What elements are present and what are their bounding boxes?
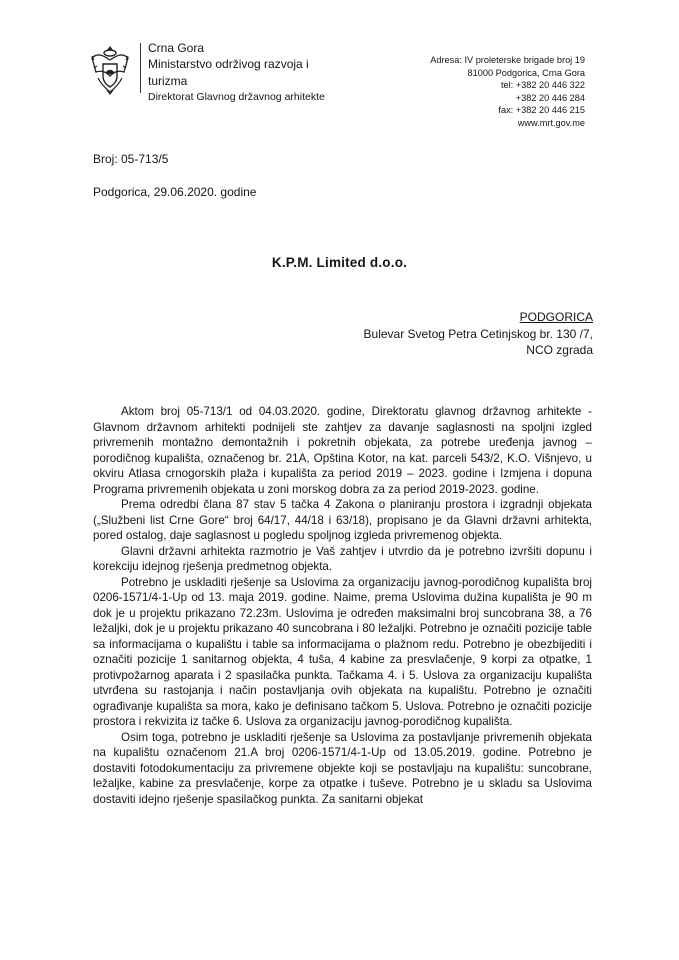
- recipient-address: [364, 309, 593, 359]
- place-date: Podgorica, 29.06.2020. godine: [93, 185, 257, 199]
- contact-fax: fax: +382 20 446 215: [498, 105, 585, 116]
- reference-number: Broj: 05-713/5: [93, 152, 169, 166]
- recipient-city: PODGORICA: [519, 310, 593, 324]
- reference-block: [93, 150, 256, 201]
- letter-body: [93, 404, 592, 807]
- contact-website: www.mrt.gov.me: [517, 117, 585, 128]
- recipient-street: Bulevar Svetog Petra Cetinjskog br. 130 /7,: [363, 326, 593, 341]
- country-name: Crna Gora: [148, 41, 205, 55]
- paragraph-temporary-objects: Osim toga, potrebno je uskladiti rješenje sa Uslovima za postavljanje privremenih objekata na kupalištu označenom 21.A broj 0206-1571/4-1-Up od 13.05.2019. godine. Potrebno je dostaviti fotodokumentaciju za privremene objekte koji se postavljaju na kupalištu: suncobrane, ležaljke, kabine za presvlačenje, korpe za otpatke i tuševe. Potrebno je u skladu sa Uslovima dostaviti idejno rješenje spasilačkog punkta. Za sanitarni objekat: [93, 730, 592, 806]
- coat-of-arms-icon: [88, 44, 132, 96]
- contact-tel-2: +382 20 446 284: [515, 92, 585, 103]
- contact-tel-1: tel: +382 20 446 322: [500, 80, 585, 91]
- directorate-name: Direktorat Glavnog državnog arhitekte: [148, 91, 325, 103]
- paragraph-legal-basis: Prema odredbi člana 87 stav 5 tačka 4 Zakona o planiranju prostora i izgradnji objekata („Službeni list Crne Gore“ broj 64/17, 44/18 i 63/18), propisano je da Glavni državni arhitekta, pored ostalog, daje saglasnost u pogledu spoljnog izgleda privremenog objekta.: [93, 498, 592, 542]
- header-divider: [140, 43, 141, 93]
- recipient-building: NCO zgrada: [526, 343, 593, 357]
- contact-postal: 81000 Podgorica, Crna Gora: [467, 67, 585, 78]
- paragraph-bathing-conditions: Potrebno je uskladiti rješenje sa Uslovima za organizaciju javnog-porodičnog kupališta broj 0206-1571/4-1-Up od 13. maja 2019. godine. Naime, prema Uslovima dužina kupališta je 90 m dok je u projektu prikazano 72.23m. Uslovima je određen maksimalni broj suncobrana 38, a 76 ležaljki, dok je u projektu prikazano 40 suncobrana i 80 ležaljki. Potrebno je označiti pozicije table sa informacijama o kupalištu i table sa informacijama o plažnom redu. Potrebno je obezbijediti i označiti pozicije 1 sanitarnog objekta, 4 tuša, 4 kabine za presvlačenje, 9 korpi za otpatke, 1 protivpožarnog aparata i 2 spasilačka punkta. Tačkama 4. i 5. Uslova za organizaciju kupališta utvrđena su rastojanja i način postavljanja ovih objekata na kupalištu. Potrebno je označiti ograđivanje kupališta sa mora, kako je definisano tačkom 5. Uslova. Potrebno je označiti pozicije prostora i rekvizita iz tačke 6. Uslova za organizaciju javnog-porodičnog kupališta.: [93, 575, 592, 728]
- institution-header: [140, 41, 330, 105]
- contact-block: [430, 54, 585, 130]
- ministry-name: Ministarstvo održivog razvoja i turizma: [148, 57, 309, 88]
- recipient-company: K.P.M. Limited d.o.o.: [271, 255, 408, 270]
- paragraph-review: Glavni državni arhitekta razmotrio je Vaš zahtjev i utvrdio da je potrebno izvršiti dopunu i korekciju idejnog rješenja predmetnog objekta.: [93, 544, 592, 573]
- paragraph-request: Aktom broj 05-713/1 od 04.03.2020. godine, Direktoratu glavnog državnog arhitekte -Glavnom državnom arhitekti podnijeli ste zahtjev za davanje saglasnosti na spoljni izgled privremenih montažno demontažnih i pokretnih objekata, za potrebe uređenja javnog – porodičnog kupališta, označenog br. 21A, Opština Kotor, na kat. parceli 543/2, K.O. Višnjevo, u okviru Atlasa crnogorskih plaža i kupališta za period 2019 – 2023. godine i Izmjena i dopuna Programa privremenih objekata u zoni morskog dobra za za period 2019-2023. godine.: [93, 405, 592, 496]
- contact-address: Adresa: IV proleterske brigade broj 19: [430, 55, 585, 65]
